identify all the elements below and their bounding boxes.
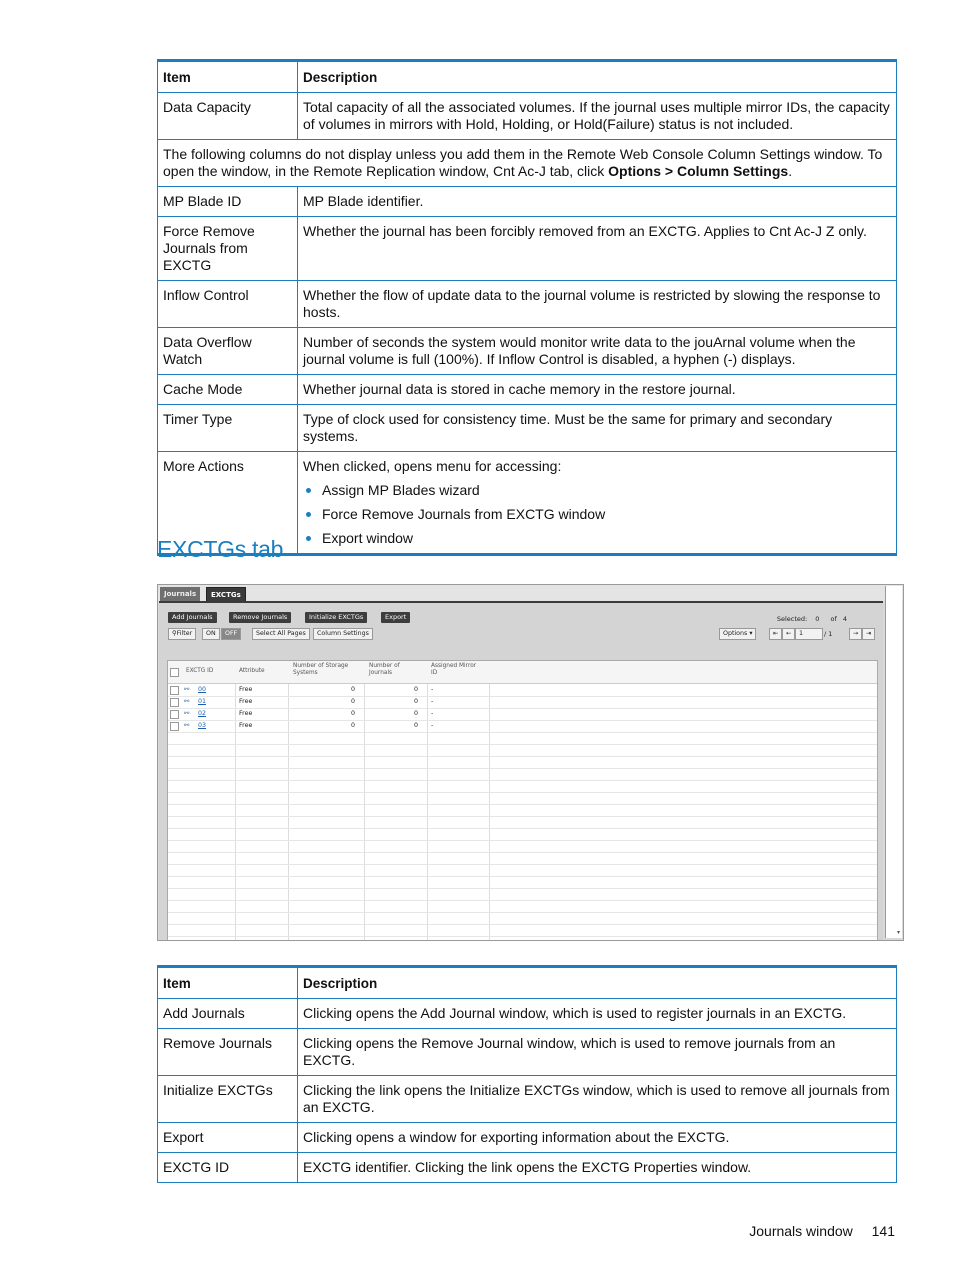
exctg-id-link[interactable]: 02: [198, 710, 207, 717]
table-row: [158, 93, 897, 140]
note-text: The following columns do not display unless you add them in the Remote Web Console Column Settings window. To open the window, in the Remote Replication window, Cnt Ac-J tab, click: [163, 146, 883, 179]
filter-label: Filter: [176, 630, 193, 637]
col-attribute[interactable]: Attribute: [239, 668, 265, 674]
col-storage-systems[interactable]: Number of Storage Systems: [293, 663, 349, 676]
header-item: Item: [158, 967, 298, 999]
filter-off-toggle[interactable]: OFF: [221, 628, 241, 640]
first-page-icon[interactable]: ⇤: [769, 628, 782, 640]
list-item: Force Remove Journals from EXCTG window: [303, 506, 891, 523]
table-row: [158, 328, 897, 375]
columns-table: [157, 59, 897, 556]
row-item: Force Remove Journals from EXCTG: [158, 217, 298, 281]
page-input[interactable]: 1: [795, 628, 823, 640]
header-description: Description: [298, 61, 897, 93]
selected-value: 0: [815, 615, 820, 623]
exctgs-items-table: [157, 965, 897, 1183]
row-item: Initialize EXCTGs: [158, 1076, 298, 1123]
row-item: Remove Journals: [158, 1029, 298, 1076]
exctg-id-link[interactable]: 00: [198, 686, 207, 693]
row-item: Data Capacity: [158, 93, 298, 140]
row-description: Clicking opens a window for exporting information about the EXCTG.: [298, 1123, 897, 1153]
remove-journals-button[interactable]: Remove Journals: [229, 612, 291, 623]
table-row: [158, 217, 897, 281]
attribute-cell: Free: [239, 722, 253, 729]
row-description: Number of seconds the system would monitor write data to the jouArnal volume when the journal volume is full (100%). If Inflow Control is disabled, a hyphen (-) displays.: [298, 328, 897, 375]
scroll-down-icon[interactable]: ▾: [896, 929, 900, 936]
exctg-table: [167, 660, 878, 941]
row-description: Clicking opens the Add Journal window, which is used to register journals in an EXCTG.: [298, 999, 897, 1029]
tab-journals[interactable]: Journals: [160, 587, 200, 601]
header-item: Item: [158, 61, 298, 93]
row-description: Clicking opens the Remove Journal window, which is used to remove journals from an EXCTG.: [298, 1029, 897, 1076]
row-description: Whether the journal has been forcibly removed from an EXCTG. Applies to Cnt Ac-J Z only.: [298, 217, 897, 281]
row-description: Whether the flow of update data to the journal volume is restricted by slowing the response to hosts.: [298, 281, 897, 328]
initialize-exctgs-button[interactable]: Initialize EXCTGs: [305, 612, 367, 623]
row-item: Data Overflow Watch: [158, 328, 298, 375]
export-button[interactable]: Export: [381, 612, 410, 623]
exctg-id-link[interactable]: 01: [198, 698, 207, 705]
table-note-row: [158, 140, 897, 187]
add-journals-button[interactable]: Add Journals: [168, 612, 217, 623]
selected-count: [777, 615, 847, 623]
row-checkbox[interactable]: [170, 710, 179, 719]
row-checkbox[interactable]: [170, 698, 179, 707]
col-exctg-id[interactable]: EXCTG ID: [186, 668, 214, 674]
row-description: Type of clock used for consistency time. Must be the same for primary and secondary systems.: [298, 405, 897, 452]
exctgs-panel: [159, 601, 883, 941]
empty-row: [168, 924, 877, 937]
exctg-icon: ⚯: [184, 698, 190, 705]
tab-bar: [158, 585, 903, 601]
row-checkbox[interactable]: [170, 686, 179, 695]
page-total: / 1: [824, 630, 833, 638]
row-description: [298, 452, 897, 555]
attribute-cell: Free: [239, 710, 253, 717]
mirror-cell: -: [431, 698, 434, 705]
exctg-icon: ⚯: [184, 710, 190, 717]
exctgs-tab-screenshot: [157, 584, 904, 941]
table-header: [168, 661, 877, 684]
row-item: Inflow Control: [158, 281, 298, 328]
row-item: Timer Type: [158, 405, 298, 452]
section-title: EXCTGs tab: [157, 536, 284, 562]
vertical-scrollbar[interactable]: [885, 586, 902, 938]
more-actions-list: [303, 482, 891, 547]
table-row: [158, 375, 897, 405]
row-description: Clicking the link opens the Initialize EXCTGs window, which is used to remove all journals from an EXCTG.: [298, 1076, 897, 1123]
note-suffix: .: [788, 163, 793, 179]
row-item: MP Blade ID: [158, 187, 298, 217]
column-settings-note: [158, 140, 897, 187]
table-row: [158, 405, 897, 452]
of-label: of: [830, 615, 837, 623]
list-item: Assign MP Blades wizard: [303, 482, 891, 499]
total-count: 4: [842, 615, 847, 623]
last-page-icon[interactable]: ⇥: [862, 628, 875, 640]
col-journals[interactable]: Number of Journals: [369, 663, 400, 676]
chevron-down-icon: ▾: [749, 630, 753, 637]
select-all-pages-button[interactable]: Select All Pages: [252, 628, 310, 640]
note-bold-path: Options > Column Settings: [608, 163, 789, 179]
mirror-cell: -: [431, 686, 434, 693]
storage-cell: 0: [351, 710, 356, 717]
exctg-icon: ⚯: [184, 722, 190, 729]
selected-label: Selected:: [776, 615, 808, 623]
mirror-cell: -: [431, 710, 434, 717]
mirror-cell: -: [431, 722, 434, 729]
table-row: [158, 281, 897, 328]
column-settings-button[interactable]: Column Settings: [313, 628, 373, 640]
filter-button[interactable]: [168, 628, 196, 640]
options-dropdown[interactable]: [719, 628, 756, 640]
next-page-icon[interactable]: →: [849, 628, 862, 640]
table-row: [158, 187, 897, 217]
exctg-icon: ⚯: [184, 686, 190, 693]
more-actions-intro: When clicked, opens menu for accessing:: [303, 458, 562, 474]
table-row: [158, 1123, 897, 1153]
storage-cell: 0: [351, 686, 356, 693]
journals-cell: 0: [414, 686, 419, 693]
journals-cell: 0: [414, 722, 419, 729]
select-all-checkbox[interactable]: [170, 668, 179, 677]
table-row: [158, 1076, 897, 1123]
row-item: EXCTG ID: [158, 1153, 298, 1183]
journals-cell: 0: [414, 710, 419, 717]
table-row: [158, 999, 897, 1029]
row-description: MP Blade identifier.: [298, 187, 897, 217]
exctg-id-link[interactable]: 03: [198, 722, 207, 729]
prev-page-icon[interactable]: ←: [782, 628, 795, 640]
table-row: [158, 1153, 897, 1183]
row-item: Add Journals: [158, 999, 298, 1029]
row-item: More Actions: [158, 452, 298, 555]
tab-exctgs[interactable]: EXCTGs: [206, 587, 246, 603]
attribute-cell: Free: [239, 686, 253, 693]
filter-on-toggle[interactable]: ON: [202, 628, 220, 640]
options-label: Options: [723, 630, 748, 637]
col-mirror-id[interactable]: Assigned Mirror ID: [431, 663, 477, 676]
journals-cell: 0: [414, 698, 419, 705]
row-item: Export: [158, 1123, 298, 1153]
row-description: Total capacity of all the associated volumes. If the journal uses multiple mirror IDs, the capacity of volumes in mirrors with Hold, Holding, or Hold(Failure) status is not included.: [298, 93, 897, 140]
row-description: EXCTG identifier. Clicking the link opens the EXCTG Properties window.: [298, 1153, 897, 1183]
page-footer: [749, 1223, 895, 1239]
attribute-cell: Free: [239, 698, 253, 705]
row-item: Cache Mode: [158, 375, 298, 405]
filter-icon: ⚲: [172, 630, 177, 637]
table-header-row: [158, 967, 897, 999]
row-checkbox[interactable]: [170, 722, 179, 731]
header-description: Description: [298, 967, 897, 999]
storage-cell: 0: [351, 698, 356, 705]
page-number: 141: [871, 1223, 895, 1239]
table-header-row: [158, 61, 897, 93]
list-item: Export window: [303, 530, 891, 547]
footer-section: Journals window: [749, 1223, 853, 1239]
row-description: Whether journal data is stored in cache memory in the restore journal.: [298, 375, 897, 405]
storage-cell: 0: [351, 722, 356, 729]
table-row: [158, 1029, 897, 1076]
